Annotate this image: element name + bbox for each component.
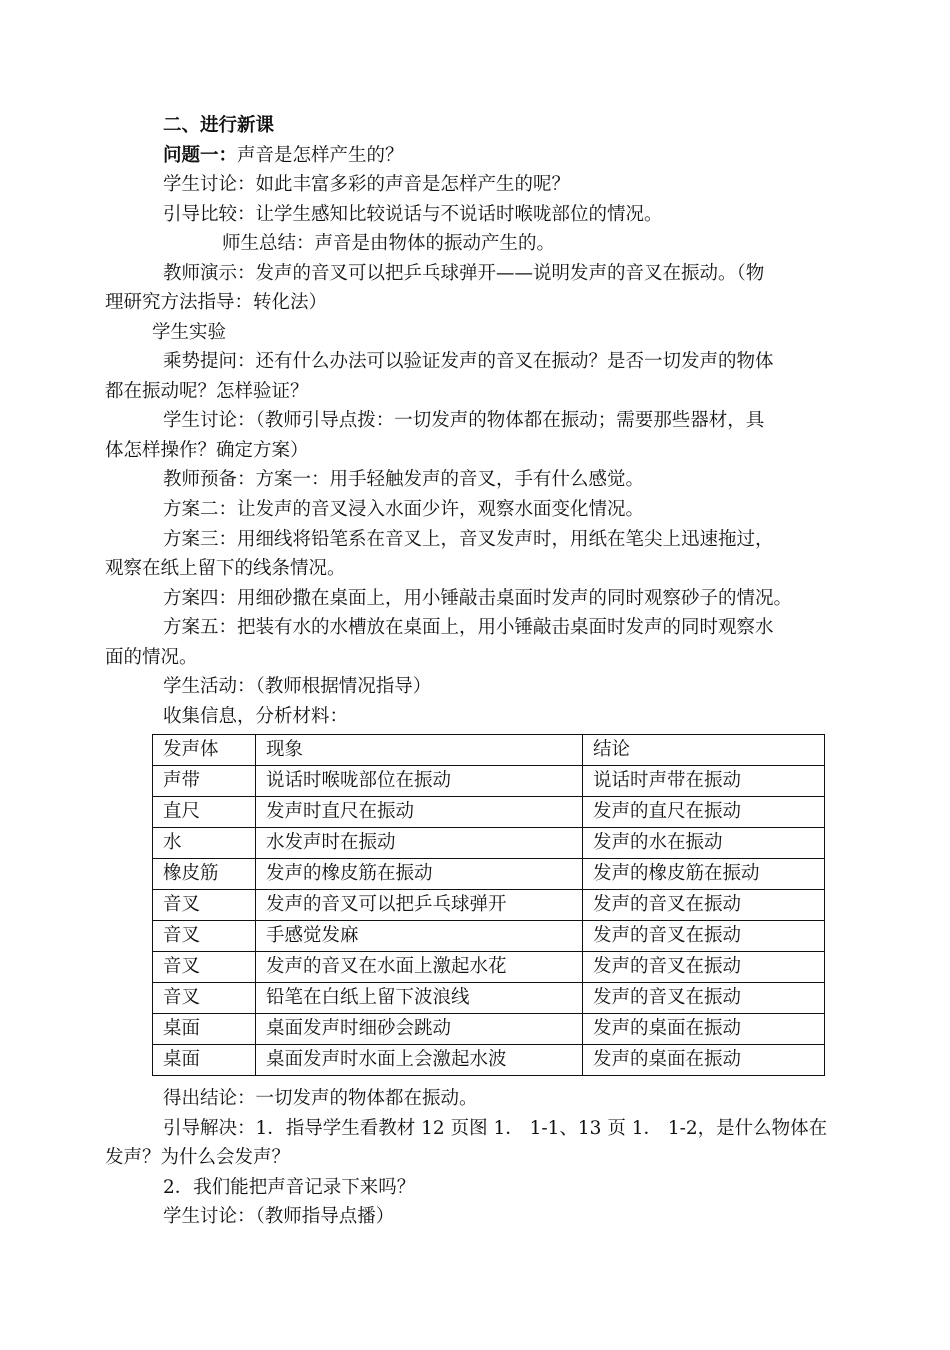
paragraph-guided-comparison: 引导比较：让学生感知比较说话与不说话时喉咙部位的情况。 [163,204,663,225]
table-row [153,890,825,921]
paragraph-question-prompt: 乘势提问：还有什么办法可以验证发声的音叉在振动？是否一切发声的物体 [163,351,774,372]
conclusion-cell: 说话时声带在振动 [583,766,825,797]
table-row [153,952,825,983]
sound-source-cell: 桌面 [153,1045,256,1076]
table-row [153,797,825,828]
question-one-label: 问题一： [163,145,238,166]
paragraph-plan-five: 方案五：把装有水的水槽放在桌面上，用小锤敲击桌面时发声的同时观察水 [163,617,774,638]
phenomenon-cell: 水发声时在振动 [256,828,583,859]
paragraph-plan-three: 方案三：用细线将铅笔系在音叉上，音叉发声时，用纸在笔尖上迅速拖过， [163,529,774,550]
phenomenon-cell: 发声的橡皮筋在振动 [256,859,583,890]
paragraph-collect-info: 收集信息，分析材料： [163,706,349,727]
phenomenon-cell: 桌面发声时水面上会激起水波 [256,1045,583,1076]
table-row [153,1045,825,1076]
phenomenon-cell: 发声的音叉在水面上激起水花 [256,952,583,983]
table-row [153,828,825,859]
conclusion-cell: 发声的音叉在振动 [583,983,825,1014]
sound-source-cell: 水 [153,828,256,859]
paragraph-question-two: 2．我们能把声音记录下来吗？ [163,1177,416,1198]
phenomenon-cell: 发声时直尺在振动 [256,797,583,828]
conclusion-cell: 发声的音叉在振动 [583,952,825,983]
conclusion-cell: 发声的音叉在振动 [583,890,825,921]
conclusion-cell: 发声的直尺在振动 [583,797,825,828]
sound-source-cell: 音叉 [153,921,256,952]
phenomenon-cell: 铅笔在白纸上留下波浪线 [256,983,583,1014]
sound-source-cell: 音叉 [153,890,256,921]
conclusion-cell: 发声的桌面在振动 [583,1045,825,1076]
table-row [153,766,825,797]
phenomenon-cell: 桌面发声时细砂会跳动 [256,1014,583,1045]
conclusion-cell: 发声的水在振动 [583,828,825,859]
conclusion-cell: 发声的桌面在振动 [583,1014,825,1045]
paragraph-student-discussion-2-cont: 体怎样操作？确定方案） [105,440,309,461]
section-title: 二、进行新课 [163,115,275,136]
conclusion-cell: 发声的音叉在振动 [583,921,825,952]
paragraph-summary: 师生总结：声音是由物体的振动产生的。 [222,233,556,254]
phenomenon-cell: 说话时喉咙部位在振动 [256,766,583,797]
paragraph-plan-three-cont: 观察在纸上留下的线条情况。 [105,558,346,579]
sound-source-cell: 音叉 [153,952,256,983]
paragraph-teacher-demo: 教师演示：发声的音叉可以把乒乓球弹开——说明发声的音叉在振动。（物 [163,263,765,284]
table-row [153,983,825,1014]
paragraph-guided-solution: 引导解决：1．指导学生看教材 12 页图 1． 1-1、13 页 1． 1-2，是什么物体在 [163,1118,828,1139]
conclusion-cell: 发声的橡皮筋在振动 [583,859,825,890]
observation-table [152,734,825,1076]
paragraph-conclusion: 得出结论：一切发声的物体都在振动。 [163,1088,478,1109]
paragraph-student-experiment: 学生实验 [152,322,227,343]
phenomenon-cell: 发声的音叉可以把乒乓球弹开 [256,890,583,921]
sound-source-cell: 桌面 [153,1014,256,1045]
paragraph-plan-one: 教师预备：方案一：用手轻触发声的音叉，手有什么感觉。 [163,469,645,490]
table-row [153,921,825,952]
table-row [153,1014,825,1045]
paragraph-student-activity: 学生活动：（教师根据情况指导） [163,676,432,697]
sound-source-cell: 直尺 [153,797,256,828]
paragraph-plan-five-cont: 面的情况。 [105,647,198,668]
paragraph-guided-solution-cont: 发声？为什么会发声？ [105,1147,291,1168]
question-one-text: 声音是怎样产生的？ [237,145,404,166]
question-one [163,144,404,168]
table-header-conclusion: 结论 [583,735,825,766]
paragraph-student-discussion-3: 学生讨论：（教师指导点播） [163,1206,395,1227]
phenomenon-cell: 手感觉发麻 [256,921,583,952]
sound-source-cell: 音叉 [153,983,256,1014]
table-row [153,859,825,890]
paragraph-student-discussion-1: 学生讨论：如此丰富多彩的声音是怎样产生的呢？ [163,174,571,195]
paragraph-teacher-demo-cont: 理研究方法指导：转化法） [105,292,328,313]
paragraph-student-discussion-2: 学生讨论：（教师引导点拨：一切发声的物体都在振动；需要那些器材，具 [163,410,765,431]
table-header-sound-source: 发声体 [153,735,256,766]
table-header-row [153,735,825,766]
paragraph-plan-two: 方案二：让发声的音叉浸入水面少许，观察水面变化情况。 [163,499,645,520]
paragraph-question-prompt-cont: 都在振动呢？怎样验证？ [105,381,309,402]
sound-source-cell: 橡皮筋 [153,859,256,890]
sound-source-cell: 声带 [153,766,256,797]
table-header-phenomenon: 现象 [256,735,583,766]
paragraph-plan-four: 方案四：用细砂撒在桌面上，用小锤敲击桌面时发声的同时观察砂子的情况。 [163,588,793,609]
